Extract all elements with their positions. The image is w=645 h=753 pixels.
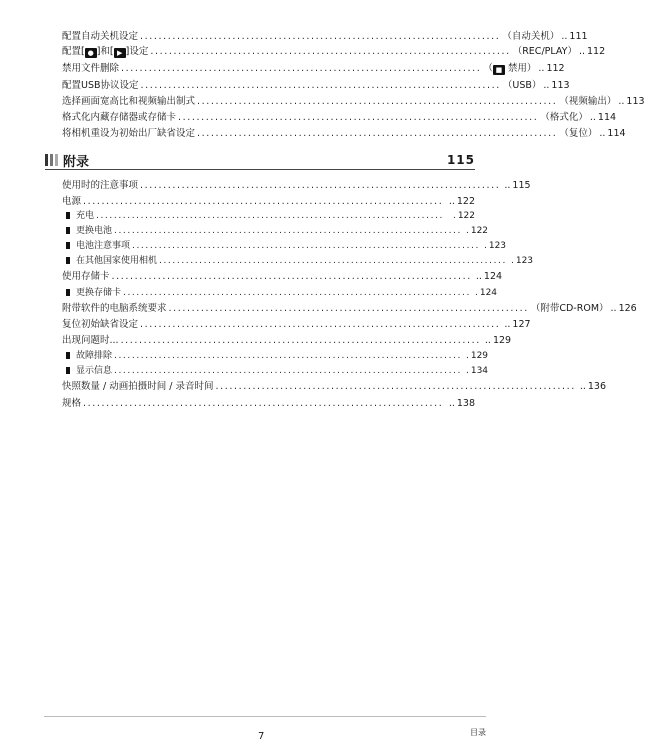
title-text: 电池注意事项: [76, 241, 131, 251]
toc-entry-page: 126: [618, 303, 637, 314]
toc-entry-page-dots: .: [465, 226, 469, 236]
toc-entry-page-dots: ..: [578, 46, 585, 57]
toc-entry-page-dots: ..: [579, 381, 586, 392]
leader-dots: ..............................................................................: [123, 288, 471, 298]
suffix-part: （: [483, 63, 493, 74]
toc-entry-page-dots: ..: [448, 196, 455, 207]
leader-dots: ..............................................................................: [150, 46, 511, 57]
leader-dots: ..............................................................................: [140, 319, 501, 330]
toc-entry-title: [66, 254, 157, 268]
leader-dots: ..............................................................................: [197, 128, 558, 139]
footer-divider: [44, 716, 486, 717]
toc-entry-page: 115: [512, 180, 531, 191]
toc-entry[interactable]: [62, 380, 607, 394]
toc-entry[interactable]: [62, 127, 626, 141]
toc-entry-page-dots: ..: [504, 319, 511, 330]
toc-entry-page-dots: ..: [599, 128, 606, 139]
toc-entry-title: 复位初始缺省设定: [62, 319, 139, 330]
toc-entry[interactable]: [62, 179, 531, 193]
leader-dots: ..............................................................................: [168, 303, 529, 314]
leader-dots: ..............................................................................: [140, 31, 501, 42]
bullet-icon: [66, 227, 70, 234]
toc-entry-page: 129: [470, 351, 489, 361]
leader-dots: ..............................................................................: [121, 63, 482, 74]
leader-dots: ..............................................................................: [159, 256, 507, 266]
leader-dots: ..............................................................................: [120, 335, 481, 346]
toc-entry-title: 附带软件的电脑系统要求: [62, 303, 167, 314]
toc-entry-title: [66, 286, 121, 300]
toc-entry-page-dots: .: [465, 351, 469, 361]
section-marker-icon: [45, 154, 58, 166]
toc-entry-suffix: （USB）: [502, 80, 542, 91]
toc-entry-page-dots: ..: [475, 271, 482, 282]
toc-entry-page: 122: [457, 211, 475, 221]
leader-dots: ..............................................................................: [178, 112, 539, 123]
toc-subentry[interactable]: [66, 209, 475, 223]
toc-subentry[interactable]: [66, 349, 489, 363]
toc-entry-title: 禁用文件删除: [62, 63, 120, 74]
toc-entry-page-dots: .: [510, 256, 514, 266]
toc-entry-page: 124: [479, 288, 498, 298]
toc-entry-page: 122: [456, 196, 475, 207]
toc-entry-title: 将相机重设为初始出厂缺省设定: [62, 128, 196, 139]
leader-dots: ..............................................................................: [83, 398, 444, 409]
toc-subentry[interactable]: [66, 239, 507, 253]
leader-dots: ..............................................................................: [114, 226, 462, 236]
play-icon: ▶: [114, 48, 126, 58]
toc-entry-page: 113: [626, 96, 645, 107]
toc-entry-page: 136: [587, 381, 607, 392]
trash-icon: ■: [493, 65, 505, 75]
toc-entry-suffix: （视频输出）: [559, 96, 617, 107]
bullet-icon: [66, 352, 70, 359]
title-text: 在其他国家使用相机: [76, 256, 158, 266]
toc-entry-page: 113: [551, 80, 570, 91]
toc-entry[interactable]: [62, 45, 606, 59]
suffix-part: 禁用）: [504, 63, 537, 74]
toc-subentry[interactable]: [66, 224, 489, 238]
toc-entry-page: 134: [470, 366, 489, 376]
toc-entry-suffix: （自动关机）: [502, 31, 560, 42]
toc-entry-page-dots: ..: [618, 96, 625, 107]
title-part: ]设定: [125, 46, 149, 57]
leader-dots: ..............................................................................: [132, 241, 480, 251]
title-text: 更换电池: [76, 226, 113, 236]
toc-entry-page: 112: [587, 46, 606, 57]
toc-entry-page: 122: [470, 226, 489, 236]
toc-entry[interactable]: [62, 334, 512, 348]
toc-entry[interactable]: [62, 95, 645, 109]
toc-entry-page-dots: ..: [589, 112, 596, 123]
toc-subentry[interactable]: [66, 254, 534, 268]
toc-subentry[interactable]: [66, 364, 489, 378]
toc-entry-page: 138: [456, 398, 475, 409]
toc-entry-title: 出现问题时...: [62, 335, 119, 346]
bullet-icon: [66, 242, 70, 249]
toc-entry-page: 112: [546, 63, 565, 74]
toc-entry-title: 电源: [62, 196, 82, 207]
toc-entry-title: 配置自动关机设定: [62, 31, 139, 42]
title-text: 充电: [76, 211, 95, 221]
toc-entry-suffix: （附带CD-ROM）: [530, 303, 609, 314]
leader-dots: ..............................................................................: [114, 366, 462, 376]
toc-entry-suffix: [483, 62, 536, 76]
leader-dots: ..............................................................................: [83, 196, 444, 207]
camera-icon: ●: [85, 48, 97, 58]
toc-entry-page-dots: ..: [561, 31, 568, 42]
toc-entry-page: 123: [488, 241, 507, 251]
toc-entry-page: 127: [512, 319, 531, 330]
toc-entry-title: [66, 239, 130, 253]
toc-entry[interactable]: [62, 397, 475, 411]
toc-entry[interactable]: [62, 79, 570, 93]
toc-entry-page-dots: ..: [538, 63, 545, 74]
toc-entry-title: [66, 349, 112, 363]
toc-entry-title: 使用时的注意事项: [62, 180, 139, 191]
toc-entry-page: 124: [483, 271, 503, 282]
toc-entry-page-dots: ..: [484, 335, 491, 346]
toc-entry[interactable]: [62, 62, 565, 76]
toc-entry-title: [62, 45, 148, 59]
toc-subentry[interactable]: [66, 286, 498, 300]
toc-entry-page-dots: .: [474, 288, 478, 298]
page-number: 7: [258, 731, 265, 742]
leader-dots: ..............................................................................: [215, 381, 576, 392]
bullet-icon: [66, 289, 70, 296]
toc-entry[interactable]: [62, 195, 475, 209]
toc-entry-title: 选择画面宽高比和视频输出制式: [62, 96, 196, 107]
bullet-icon: [66, 257, 70, 264]
toc-entry-page: 123: [515, 256, 534, 266]
toc-entry[interactable]: [62, 270, 503, 284]
toc-entry-page: 114: [607, 128, 626, 139]
toc-entry-suffix: （复位）: [559, 128, 598, 139]
leader-dots: ..............................................................................: [114, 351, 462, 361]
bullet-icon: [66, 367, 70, 374]
toc-entry-suffix: （格式化）: [540, 112, 588, 123]
toc-entry-title: 使用存储卡: [62, 271, 110, 282]
toc-entry-page-dots: ..: [543, 80, 550, 91]
toc-entry-title: 快照数量 / 动画拍摄时间 / 录音时间: [62, 381, 214, 392]
toc-entry-title: 规格: [62, 398, 82, 409]
toc-entry-title: 配置USB协议设定: [62, 80, 139, 91]
toc-entry-page: 129: [492, 335, 512, 346]
toc-entry-page-dots: .: [452, 211, 456, 221]
footer-label: 目录: [470, 728, 486, 737]
toc-entry-page-dots: .: [483, 241, 487, 251]
title-text: 故障排除: [76, 351, 113, 361]
toc-entry-title: 格式化内藏存储器或存储卡: [62, 112, 177, 123]
section-title: 附录: [63, 154, 90, 170]
title-part: 配置[: [62, 46, 85, 57]
bullet-icon: [66, 212, 70, 219]
toc-entry-title: [66, 224, 112, 238]
title-text: 显示信息: [76, 366, 113, 376]
title-text: 更换存储卡: [76, 288, 122, 298]
toc-entry[interactable]: [62, 111, 617, 125]
toc-entry-title: [66, 209, 94, 223]
toc-entry-title: [66, 364, 112, 378]
section-page: 115: [446, 153, 475, 167]
leader-dots: ..............................................................................: [197, 96, 558, 107]
toc-entry-page-dots: ..: [504, 180, 511, 191]
section-header[interactable]: [45, 151, 475, 170]
toc-entry-page-dots: ..: [610, 303, 617, 314]
toc-entry[interactable]: [62, 30, 588, 44]
toc-entry-page-dots: ..: [448, 398, 455, 409]
toc-entry[interactable]: [62, 318, 531, 332]
leader-dots: ..............................................................................: [96, 211, 444, 221]
leader-dots: ..............................................................................: [140, 80, 501, 91]
toc-entry-page-dots: .: [465, 366, 469, 376]
leader-dots: ..............................................................................: [111, 271, 472, 282]
toc-entry[interactable]: [62, 302, 637, 316]
toc-entry-page: 111: [569, 31, 588, 42]
toc-entry-page: 114: [597, 112, 617, 123]
leader-dots: ..............................................................................: [140, 180, 501, 191]
title-part: ]和[: [96, 46, 114, 57]
toc-entry-suffix: （REC/PLAY）: [512, 46, 577, 57]
